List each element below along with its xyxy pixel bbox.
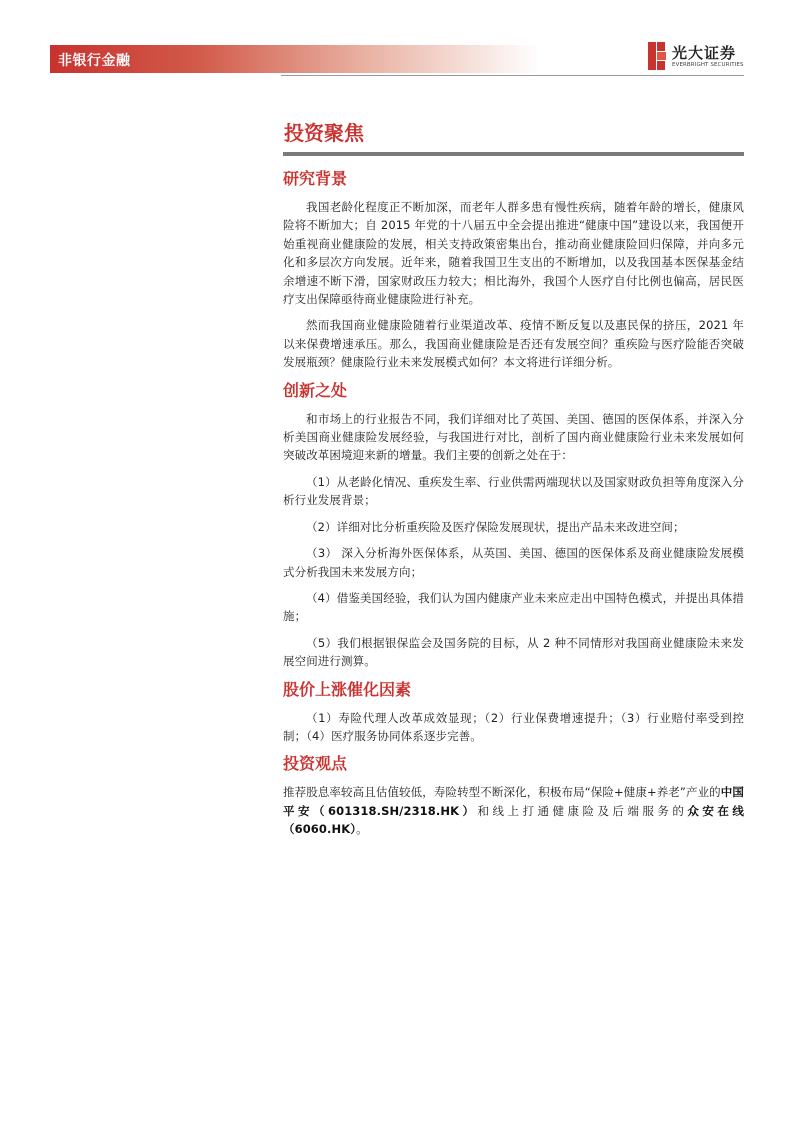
innovation-item-4: （4）借鉴美国经验，我们认为国内健康产业未来应走出中国特色模式，并提出具体措施；	[283, 590, 744, 624]
page-title: 投资聚焦	[284, 121, 364, 145]
header-divider	[281, 75, 744, 76]
innovation-item-2: （2）详细对比分析重疾险及医疗保险发展现状，提出产品未来改进空间；	[306, 519, 685, 534]
catalysts-paragraph: （1）寿险代理人改革成效显现；（2）行业保费增速提升；（3）行业赔付率受到控制；（4）医疗服务协同体系逐步完善。	[283, 710, 744, 743]
logo-name-en: EVERBRIGHT SECURITIES	[672, 62, 744, 68]
brand-logo	[648, 42, 748, 72]
innovation-item-1: （1）从老龄化情况、重疾发生率、行业供需两端现状以及国家财政负担等角度深入分析行业发展背景；	[283, 474, 744, 508]
stock-zhongan: 众安在线（6060.HK）	[283, 803, 745, 837]
section-title-catalysts: 股价上涨催化因素	[283, 679, 412, 699]
report-body	[283, 118, 744, 839]
innovation-intro: 和市场上的行业报告不同，我们详细对比了英国、美国、德国的医保体系，并深入分析美国商业健康险发展经验，与我国进行对比，剖析了国内商业健康险行业未来发展如何突破改革困境迎来新的增量。我们主要的创新之处在于：	[283, 411, 744, 463]
everbright-logo-icon	[648, 42, 666, 70]
section-title-view: 投资观点	[283, 754, 348, 774]
section-title-background: 研究背景	[283, 169, 348, 188]
innovation-item-5: （5）我们根据银保监会及国务院的目标，从 2 种不同情形对我国商业健康险未来发展空间进行测算。	[283, 635, 744, 669]
stock-ping-an: 中国平安（601318.SH/2318.HK）	[283, 785, 744, 818]
view-text-c: 。	[356, 822, 368, 837]
innovation-item-3: （3） 深入分析海外医保体系，从英国、美国、德国的医保体系及商业健康险发展模式分析我国未来发展方向；	[283, 546, 744, 579]
section-label: 非银行金融	[58, 53, 131, 69]
view-text-a: 推荐股息率较高且估值较低，寿险转型不断深化，积极布局“保险+健康+养老”产业的	[283, 785, 721, 800]
background-paragraph-2: 然而我国商业健康险随着行业渠道改革、疫情不断反复以及惠民保的挤压，2021 年以来保费增速承压。那么，我国商业健康险是否还有发展空间？重疾险与医疗险能否突破发展瓶颈？健康险行业未来发展模式如何？本文将进行详细分析。	[283, 318, 744, 370]
header-band	[50, 45, 540, 73]
section-title-innovation: 创新之处	[283, 380, 348, 400]
background-paragraph-1: 我国老龄化程度正不断加深，而老年人群多患有慢性疾病，随着年龄的增长，健康风险将不断加大；自 2015 年党的十八届五中全会提出推进“健康中国”建设以来，我国便开始重视商业健康险的发展，相关支持政策密集出台，推动商业健康险回归保障，并向多元化和多层次方向发展。近年来，随着我国卫生支出的不断增加，以及我国基本医保基金结余增速不断下滑，国家财政压力较大；相比海外，我国个人医疗自付比例也偏高，居民医疗支出保障亟待商业健康险进行补充。	[283, 200, 744, 307]
logo-name-cn: 光大证券	[672, 44, 737, 62]
view-paragraph	[283, 783, 744, 838]
view-text-b: 和线上打通健康险及后端服务的	[477, 803, 688, 818]
title-divider	[283, 152, 744, 156]
